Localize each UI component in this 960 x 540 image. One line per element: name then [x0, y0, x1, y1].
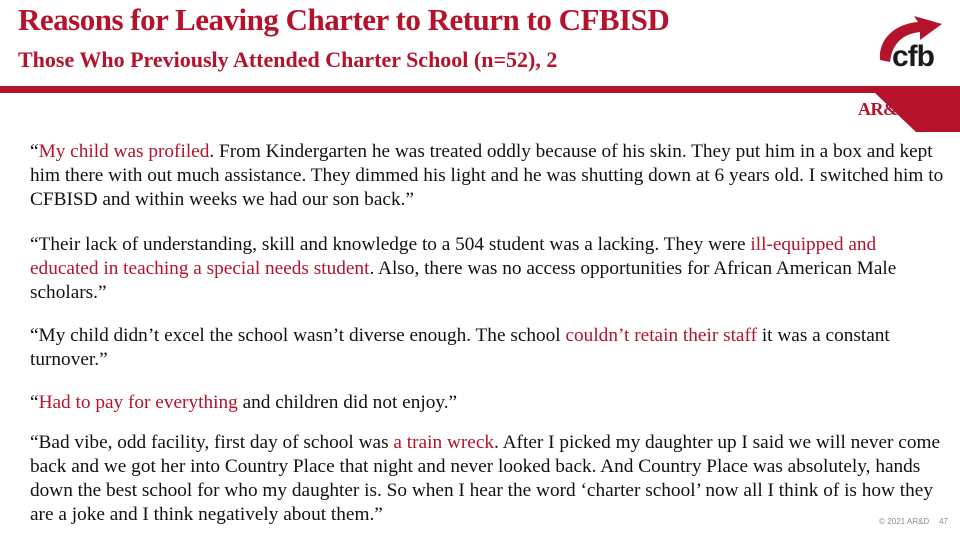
- slide-footer: [869, 517, 948, 526]
- quote-4: “Had to pay for everything and children did not enjoy.”: [30, 392, 458, 413]
- quote-5: “Bad vibe, odd facility, first day of school was a train wreck. After I picked my daughter up I said we will never come back and we got her into Country Place that night and never looked back. And Country Place was absolutely, hands down the best school for who my daughter is. So when I hear the word ‘charter school’ now all I think of is how they are a joke and I think negatively about them.”: [30, 432, 941, 525]
- ard-tag: AR&D: [858, 99, 910, 119]
- logo-text: cfb: [892, 40, 934, 73]
- quote-5-highlight: a train wreck: [393, 432, 495, 453]
- quote-3: “My child didn’t excel the school wasn’t diverse enough. The school couldn’t retain their staff it was a constant turnover.”: [30, 325, 890, 370]
- quote-2-highlight: ill-equipped and educated in teaching a special needs student: [30, 234, 877, 279]
- quote-3-highlight: couldn’t retain their staff: [565, 325, 757, 346]
- page-number: 47: [939, 517, 948, 526]
- quote-1: “My child was profiled. From Kindergarten he was treated oddly because of his skin. They put him in a box and kept him there with out much assistance. They dimmed his light and he was shutting down at 6 years old. I switched him to CFBISD and within weeks we had our son back.”: [30, 141, 944, 210]
- quotes-list: [30, 140, 945, 527]
- quote-4-highlight: Had to pay for everything: [38, 392, 238, 413]
- page-subtitle: Those Who Previously Attended Charter School (n=52), 2: [18, 47, 558, 72]
- quote-2: “Their lack of understanding, skill and knowledge to a 504 student was a lacking. They were ill-equipped and educated in teaching a special needs student. Also, there was no access opportunities for African American Male scholars.”: [30, 234, 897, 303]
- page-title: Reasons for Leaving Charter to Return to CFBISD: [18, 2, 670, 37]
- quote-1-highlight: My child was profiled: [38, 141, 210, 162]
- copyright-text: © 2021 AR&D: [879, 517, 930, 526]
